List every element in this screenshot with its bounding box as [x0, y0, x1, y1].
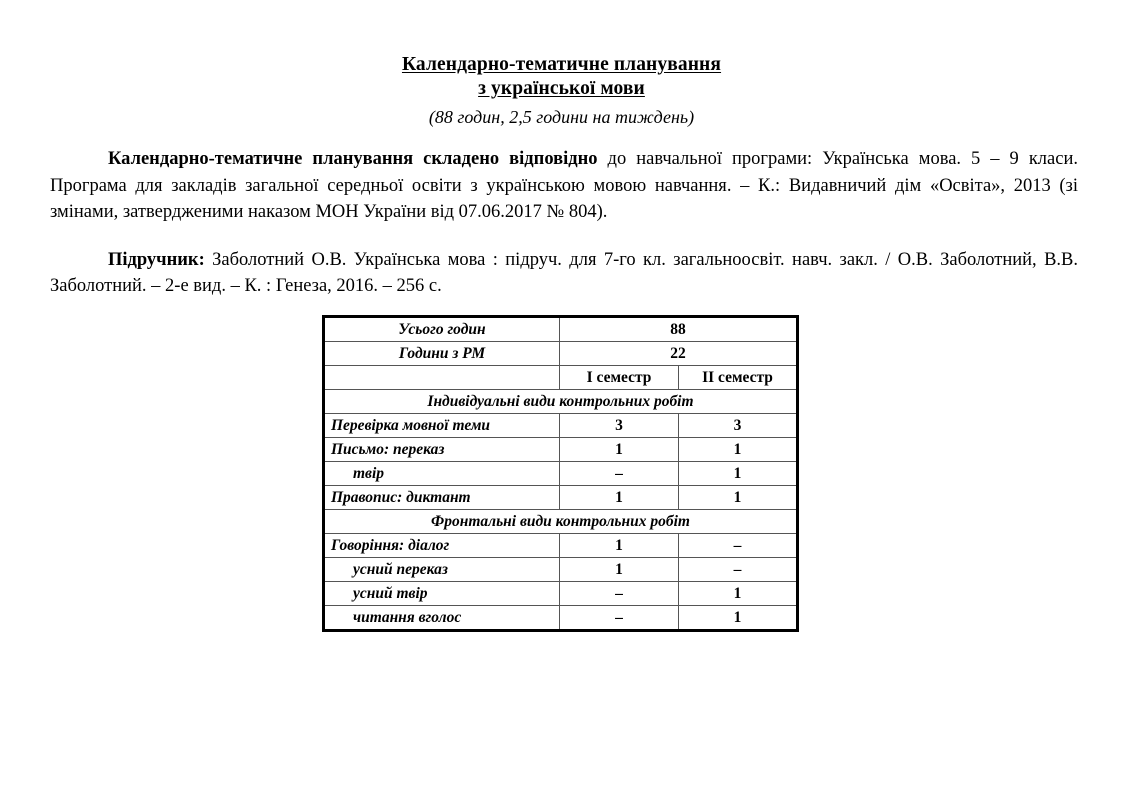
cell-rm-hours-value: 22 [560, 342, 798, 366]
cell-header-semester-2: II семестр [679, 366, 798, 390]
table-row [324, 582, 798, 606]
cell-header-blank [324, 366, 560, 390]
title-block [0, 53, 1123, 130]
table-row [324, 558, 798, 582]
paragraph-program-reference [50, 146, 1078, 226]
cell-row-sem2: 3 [679, 414, 798, 438]
cell-total-hours-label: Усього годин [324, 317, 560, 342]
cell-row-sem2: 1 [679, 486, 798, 510]
cell-row-sem2: – [679, 534, 798, 558]
cell-header-semester-1: I семестр [560, 366, 679, 390]
control-works-table [322, 315, 799, 632]
paragraph-2-bold-lead: Підручник: [108, 249, 205, 270]
cell-row-sem2: – [679, 558, 798, 582]
control-works-table-wrapper [322, 315, 798, 632]
paragraph-1-rest: до навчальної програми: Українська мова. 5 – 9 класи. Програма для закладів загальної середньої освіти з українською мовою навчання. – К.: Видавничий дім «Освіта», 2013 (зі змінами, затвердженими наказом МОН України від 07.06.2017 № 804). [50, 149, 1078, 222]
body-text-area [50, 146, 1078, 300]
document-title-text-2: з української мови [478, 78, 645, 99]
cell-row-label: Правопис: диктант [324, 486, 560, 510]
document-title-line-2 [0, 77, 1123, 101]
table-row [324, 462, 798, 486]
cell-row-label: усний твір [324, 582, 560, 606]
cell-row-sem2: 1 [679, 582, 798, 606]
table-row [324, 606, 798, 631]
paragraph-2-rest: Заболотний О.В. Українська мова : підруч. для 7-го кл. загальноосвіт. навч. закл. / О.В. Заболотний, В.В. Заболотний. – 2-е вид. – К. : Генеза, 2016. – 256 с. [50, 249, 1078, 296]
cell-row-sem1: 1 [560, 486, 679, 510]
cell-row-sem2: 1 [679, 462, 798, 486]
cell-row-sem1: 1 [560, 438, 679, 462]
table-row-rm-hours [324, 342, 798, 366]
paragraph-textbook-reference [50, 247, 1078, 300]
cell-row-label: читання вголос [324, 606, 560, 631]
table-row [324, 438, 798, 462]
cell-row-sem2: 1 [679, 606, 798, 631]
document-title-line-1 [0, 53, 1123, 77]
cell-rm-hours-label: Години з РМ [324, 342, 560, 366]
cell-total-hours-value: 88 [560, 317, 798, 342]
table-row-column-headers [324, 366, 798, 390]
cell-row-sem1: – [560, 462, 679, 486]
table-row-section-individual [324, 390, 798, 414]
cell-row-label: Говоріння: діалог [324, 534, 560, 558]
table-row-total-hours [324, 317, 798, 342]
cell-row-label: усний переказ [324, 558, 560, 582]
table-row [324, 414, 798, 438]
cell-row-sem1: – [560, 582, 679, 606]
cell-row-sem1: 1 [560, 534, 679, 558]
table-row-section-frontal [324, 510, 798, 534]
paragraph-1-bold-lead: Календарно-тематичне планування складено відповідно [108, 149, 598, 169]
table-row [324, 486, 798, 510]
cell-row-label: твір [324, 462, 560, 486]
cell-row-sem2: 1 [679, 438, 798, 462]
document-subtitle: (88 годин, 2,5 години на тиждень) [428, 107, 695, 127]
cell-row-label: Письмо: переказ [324, 438, 560, 462]
cell-section-title-frontal: Фронтальні види контрольних робіт [324, 510, 798, 534]
document-title-text-1: Календарно-тематичне планування [401, 54, 722, 75]
cell-row-sem1: – [560, 606, 679, 631]
cell-row-sem1: 1 [560, 558, 679, 582]
cell-section-title-individual: Індивідуальні види контрольних робіт [324, 390, 798, 414]
cell-row-sem1: 3 [560, 414, 679, 438]
table-row [324, 534, 798, 558]
cell-row-label: Перевірка мовної теми [324, 414, 560, 438]
